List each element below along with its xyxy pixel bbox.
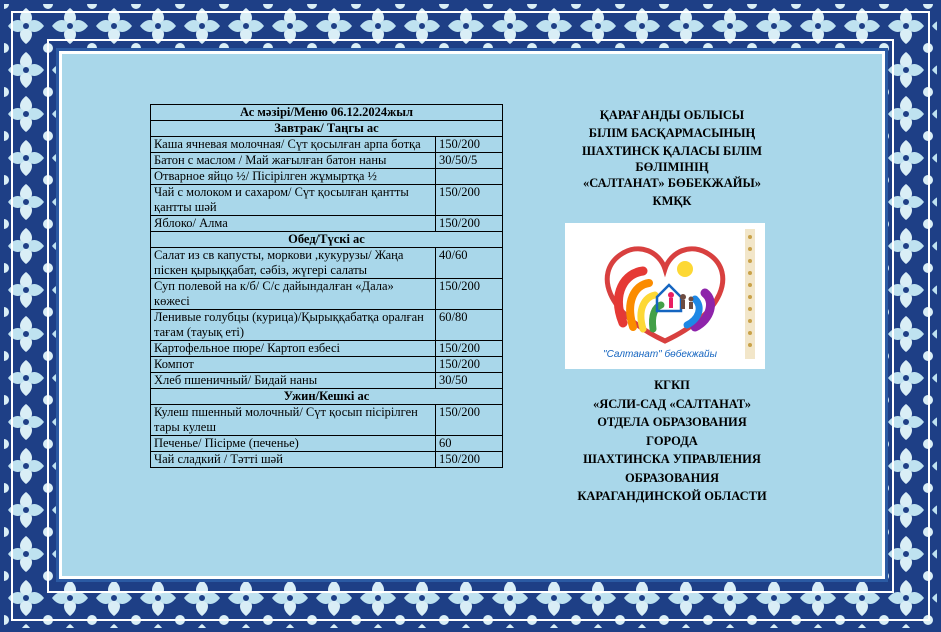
org-line: ОБРАЗОВАНИЯ — [624, 470, 720, 485]
org-line: БІЛІМ БАСҚАРМАСЫНЫҢ — [588, 126, 756, 140]
menu-row — [151, 405, 503, 436]
menu-row — [151, 452, 503, 468]
org-line: КАРАГАНДИНСКОЙ ОБЛАСТИ — [577, 489, 767, 503]
dish-name: Батон с маслом / Май жағылған батон наны — [151, 153, 436, 169]
dish-name: Яблоко/ Алма — [151, 216, 436, 232]
menu-header: Ас мәзірі/Меню 06.12.2024жыл — [151, 105, 503, 121]
menu-row — [151, 169, 503, 185]
portion-size: 150/200 — [436, 405, 503, 436]
portion-size: 150/200 — [436, 185, 503, 216]
kindergarten-logo — [565, 223, 765, 369]
portion-size: 60/80 — [436, 310, 503, 341]
org-line: ОТДЕЛА ОБРАЗОВАНИЯ — [597, 415, 747, 429]
org-line: ШАХТИНСК ҚАЛАСЫ БІЛІМ — [581, 144, 763, 158]
menu-row — [151, 341, 503, 357]
menu-section-title: Ужин/Кешкі ас — [151, 389, 503, 405]
logo-caption: "Салтанат" бөбекжайы — [603, 349, 717, 360]
dish-name: Кулеш пшенный молочный/ Сүт қосып пісірілген тары кулеш — [151, 405, 436, 436]
dish-name: Печенье/ Пісірме (печенье) — [151, 436, 436, 452]
org-line: ҚАРАҒАНДЫ ОБЛЫСЫ — [599, 108, 745, 122]
dish-name: Ленивые голубцы (курица)/Қырыққабатқа оралған тағам (тауық еті) — [151, 310, 436, 341]
menu-row — [151, 137, 503, 153]
portion-size: 30/50 — [436, 373, 503, 389]
portion-size: 30/50/5 — [436, 153, 503, 169]
dish-name: Чай сладкий / Тәтті шәй — [151, 452, 436, 468]
org-header-ru — [550, 376, 794, 506]
dish-name: Картофельное пюре/ Картоп езбесі — [151, 341, 436, 357]
portion-size: 40/60 — [436, 248, 503, 279]
dish-name: Салат из св капусты, моркови ,кукурузы/ Жаңа піскен қырыққабат, сәбіз, жүгері салаты — [151, 248, 436, 279]
portion-size: 150/200 — [436, 452, 503, 468]
portion-size: 150/200 — [436, 341, 503, 357]
dish-name: Чай с молоком и сахаром/ Сүт қосылған қантты қантты шәй — [151, 185, 436, 216]
menu-row — [151, 436, 503, 452]
menu-row — [151, 279, 503, 310]
menu-row — [151, 185, 503, 216]
dish-name: Отварное яйцо ½/ Пісірілген жұмыртқа ½ — [151, 169, 436, 185]
org-header-kz — [550, 106, 794, 210]
dish-name: Хлеб пшеничный/ Бидай наны — [151, 373, 436, 389]
content-panel — [62, 54, 882, 576]
menu-section-title: Обед/Түскі ас — [151, 232, 503, 248]
dish-name: Каша ячневая молочная/ Сүт қосылған арпа ботқа — [151, 137, 436, 153]
portion-size — [436, 169, 503, 185]
org-line: «САЛТАНАТ» БӨБЕКЖАЙЫ» — [582, 176, 762, 190]
portion-size: 60 — [436, 436, 503, 452]
portion-size: 150/200 — [436, 279, 503, 310]
menu-section-title: Завтрак/ Таңгы ас — [151, 121, 503, 137]
menu-row — [151, 310, 503, 341]
menu-row — [151, 153, 503, 169]
menu-row — [151, 216, 503, 232]
logo-heart-icon — [565, 223, 765, 369]
org-line: КМҚК — [652, 194, 692, 208]
menu-table — [150, 104, 503, 468]
menu-row — [151, 357, 503, 373]
menu-row — [151, 248, 503, 279]
org-line: ШАХТИНСКА УПРАВЛЕНИЯ — [583, 452, 761, 466]
org-line: ГОРОДА — [646, 433, 698, 448]
portion-size: 150/200 — [436, 357, 503, 373]
org-line: КГКП — [654, 378, 690, 392]
org-line: БӨЛІМІНІҢ — [635, 160, 709, 174]
org-line: «ЯСЛИ-САД «САЛТАНАТ» — [592, 396, 751, 411]
portion-size: 150/200 — [436, 137, 503, 153]
portion-size: 150/200 — [436, 216, 503, 232]
dish-name: Суп полевой на к/б/ С/с дайындалған «Дала» көжесі — [151, 279, 436, 310]
menu-row — [151, 373, 503, 389]
dish-name: Компот — [151, 357, 436, 373]
